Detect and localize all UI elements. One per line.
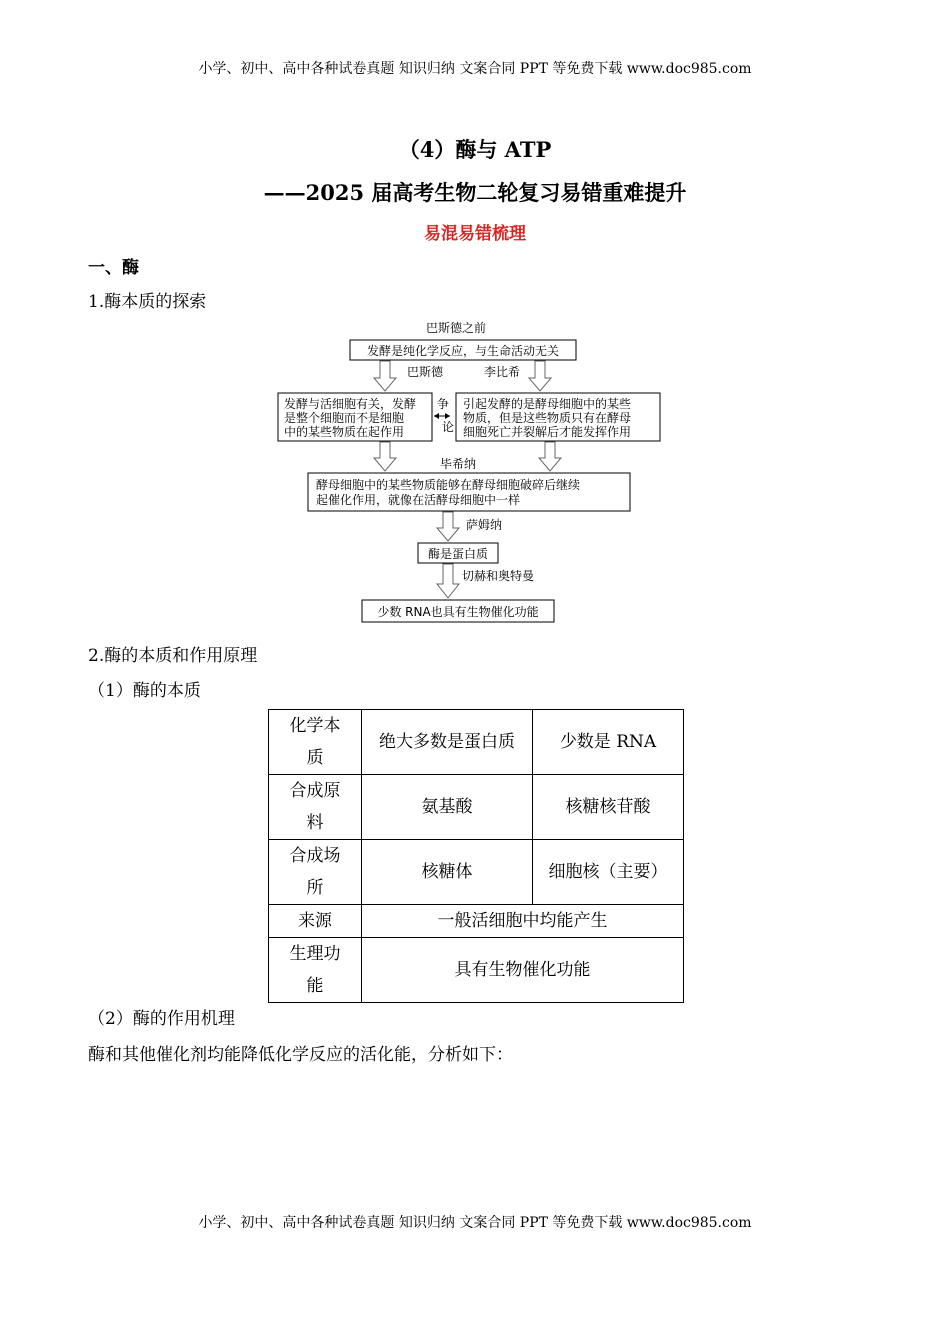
debate-arrow-right-head [445,413,450,419]
label-line-2: 所 [306,878,324,898]
label-line-2: 质 [306,748,324,768]
table-cell: 绝大多数是蛋白质 [362,710,533,775]
table-cell: 核糖核苷酸 [533,775,684,840]
page-header: 小学、初中、高中各种试卷真题 知识归纳 文案合同 PPT 等免费下载 www.doc985.com [198,61,752,77]
label-line-1: 生理功 [289,944,341,964]
arrow-down-pasteur [374,361,396,391]
section-heading-enzyme: 一、酶 [88,258,139,278]
flow-box-5-text: 酶是蛋白质 [427,547,489,561]
table-cell: 核糖体 [362,840,533,905]
enzyme-nature-table [268,709,684,1003]
flow-box-2-line-3: 中的某些物质在起作用 [284,425,405,439]
table-cell-merged: 一般活细胞中均能产生 [362,905,684,938]
table-row-label [269,775,362,840]
debate-arrow-left-head [434,413,439,419]
table-cell: 细胞核（主要） [533,840,684,905]
title-line-2: ——2025 届高考生物二轮复习易错重难提升 [263,180,687,205]
table-row-label [269,710,362,775]
table-cell: 氨基酸 [362,775,533,840]
item-enzyme-nature-principle: 2.酶的本质和作用原理 [88,646,258,666]
label-pasteur: 巴斯德 [407,365,444,379]
label-buchner: 毕希纳 [440,457,477,471]
flow-box-6-text: 少数 RNA也具有生物催化功能 [377,605,539,619]
flow-box-3-line-3: 细胞死亡并裂解后才能发挥作用 [463,425,632,439]
table-row [269,840,684,905]
label-line-1: 化学本 [289,716,341,736]
table-row [269,775,684,840]
label-line-1: 合成场 [289,846,341,866]
label-line-2: 能 [306,976,324,996]
arrow-down-to-box5 [437,512,459,541]
label-sumner: 萨姆纳 [466,518,503,532]
arrow-down-liebig [529,361,551,391]
sub-enzyme-mechanism: （2）酶的作用机理 [88,1009,235,1029]
flow-box-2-line-1: 发酵与活细胞有关，发酵 [284,397,417,411]
table-row [269,710,684,775]
label-cech-altman: 切赫和奥特曼 [462,569,535,583]
label-line-1: 合成原 [289,781,341,801]
flow-box-3-line-2: 物质，但是这些物质只有在酵母 [463,411,632,425]
item-enzyme-exploration: 1.酶本质的探索 [88,292,207,312]
page-footer: 小学、初中、高中各种试卷真题 知识归纳 文案合同 PPT 等免费下载 www.doc985.com [198,1215,752,1231]
flow-box-4-line-1: 酵母细胞中的某些物质能够在酵母细胞破碎后继续 [316,478,581,492]
debate-char-2: 论 [442,420,455,434]
flow-box-4-line-2: 起催化作用，就像在活酵母细胞中一样 [316,493,521,507]
flow-box-1-text: 发酵是纯化学反应，与生命活动无关 [366,344,560,358]
flow-box-3-line-1: 引起发酵的是酵母细胞中的某些 [463,397,632,411]
paragraph-activation-energy: 酶和其他催化剂均能降低化学反应的活化能，分析如下： [88,1045,513,1065]
label-liebig: 李比希 [484,365,521,379]
table-row-label [269,938,362,1003]
enzyme-history-flowchart [270,318,670,628]
table-cell: 少数是 RNA [533,710,684,775]
title-line-1: （4）酶与 ATP [398,137,552,162]
table-row [269,938,684,1003]
debate-char-1: 争 [437,397,450,411]
label-line-2: 料 [306,813,324,833]
label-before-pasteur: 巴斯德之前 [425,321,487,335]
table-row-label [269,840,362,905]
arrow-down-right-to-box4 [539,442,561,471]
sub-enzyme-nature: （1）酶的本质 [88,681,201,701]
table-row-label: 来源 [269,905,362,938]
table-row [269,905,684,938]
arrow-down-to-box6 [437,564,459,598]
table-cell-merged: 具有生物催化功能 [362,938,684,1003]
flow-box-2-line-2: 是整个细胞而不是细胞 [284,411,405,425]
arrow-down-left-to-box4 [374,442,396,471]
subtitle: 易混易错梳理 [424,224,526,244]
